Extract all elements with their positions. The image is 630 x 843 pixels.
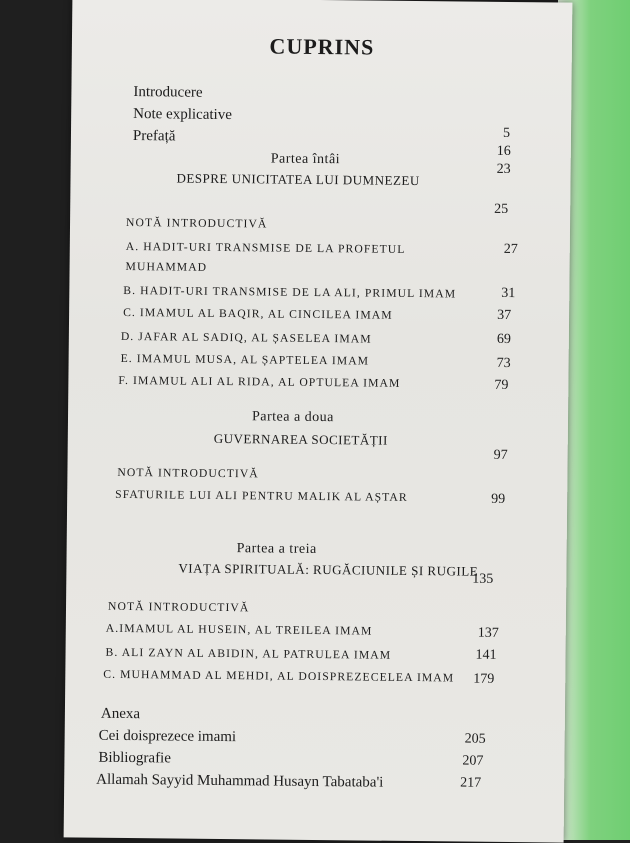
toc-entry-note-explicative: Note explicative <box>133 106 232 124</box>
book-page <box>64 0 573 843</box>
page-number: 5 <box>502 125 511 141</box>
page-number: 135 <box>472 571 494 587</box>
page-number: 99 <box>491 491 506 507</box>
page-title: CUPRINS <box>269 33 375 60</box>
page-number: 207 <box>462 753 484 769</box>
part-label: Partea a doua <box>251 409 335 426</box>
toc-entry-introducere: Introducere <box>133 84 203 101</box>
toc-entry: B. HADIT-URI TRANSMISE DE LA ALI, PRIMUL IMAM <box>123 283 457 301</box>
toc-entry-imami: Cei doisprezece imami <box>98 727 237 746</box>
toc-entry: F. IMAMUL ALI AL RIDA, AL OPTULEA IMAM <box>118 373 401 390</box>
part-label: Partea întâi <box>270 151 341 168</box>
page-number: 217 <box>460 775 482 791</box>
page-number: 97 <box>493 447 508 463</box>
part-heading: VIAȚA SPIRITUALĂ: RUGĂCIUNILE ȘI RUGILE <box>178 560 479 579</box>
page-number: 73 <box>496 355 511 372</box>
page-number: 205 <box>464 731 486 747</box>
page-number: 31 <box>501 285 516 302</box>
toc-entry: A.IMAMUL AL HUSEIN, AL TREILEA IMAM <box>105 621 373 638</box>
toc-entry: C. MUHAMMAD AL MEHDI, AL DOISPREZECELEA IMAM <box>103 667 455 685</box>
page-number: 27 <box>503 241 518 258</box>
page-number: 23 <box>496 161 511 178</box>
toc-entry: E. IMAMUL MUSA, AL ȘAPTELEA IMAM <box>120 351 370 368</box>
toc-entry: NOTĂ INTRODUCTIVĂ <box>125 215 268 231</box>
page-number: 69 <box>496 331 511 348</box>
page-number: 79 <box>494 377 509 393</box>
toc-entry-prefata: Prefață <box>132 128 176 145</box>
part-heading: DESPRE UNICITATEA LUI DUMNEZEU <box>176 170 420 189</box>
part-label: Partea a treia <box>236 541 317 557</box>
page-number: 25 <box>494 201 509 217</box>
toc-entry: SFATURILE LUI ALI PENTRU MALIK AL AȘTAR <box>115 487 408 504</box>
toc-entry: C. IMAMUL AL BAQIR, AL CINCILEA IMAM <box>123 305 393 322</box>
toc-entry: D. JAFAR AL SADIQ, AL ȘASELEA IMAM <box>120 329 372 346</box>
page-number: 141 <box>475 647 497 663</box>
toc-entry-anexa: Anexa <box>100 705 141 723</box>
toc-entry-bibliografie: Bibliografie <box>98 749 172 767</box>
toc-entry: NOTĂ INTRODUCTIVĂ <box>107 599 250 615</box>
page-number: 16 <box>496 143 511 160</box>
toc-entry-continuation: MUHAMMAD <box>125 259 208 274</box>
toc-entry: NOTĂ INTRODUCTIVĂ <box>117 465 259 481</box>
page-number: 137 <box>477 625 499 641</box>
page-number: 179 <box>473 671 495 687</box>
toc-entry-author: Allamah Sayyid Muhammad Husayn Tabataba'i <box>96 771 384 791</box>
page-number: 37 <box>497 307 512 324</box>
toc-entry: B. ALI ZAYN AL ABIDIN, AL PATRULEA IMAM <box>105 645 392 662</box>
toc-entry: A. HADIT-URI TRANSMISE DE LA PROFETUL <box>125 239 406 256</box>
part-heading: GUVERNAREA SOCIETĂȚII <box>213 430 388 448</box>
